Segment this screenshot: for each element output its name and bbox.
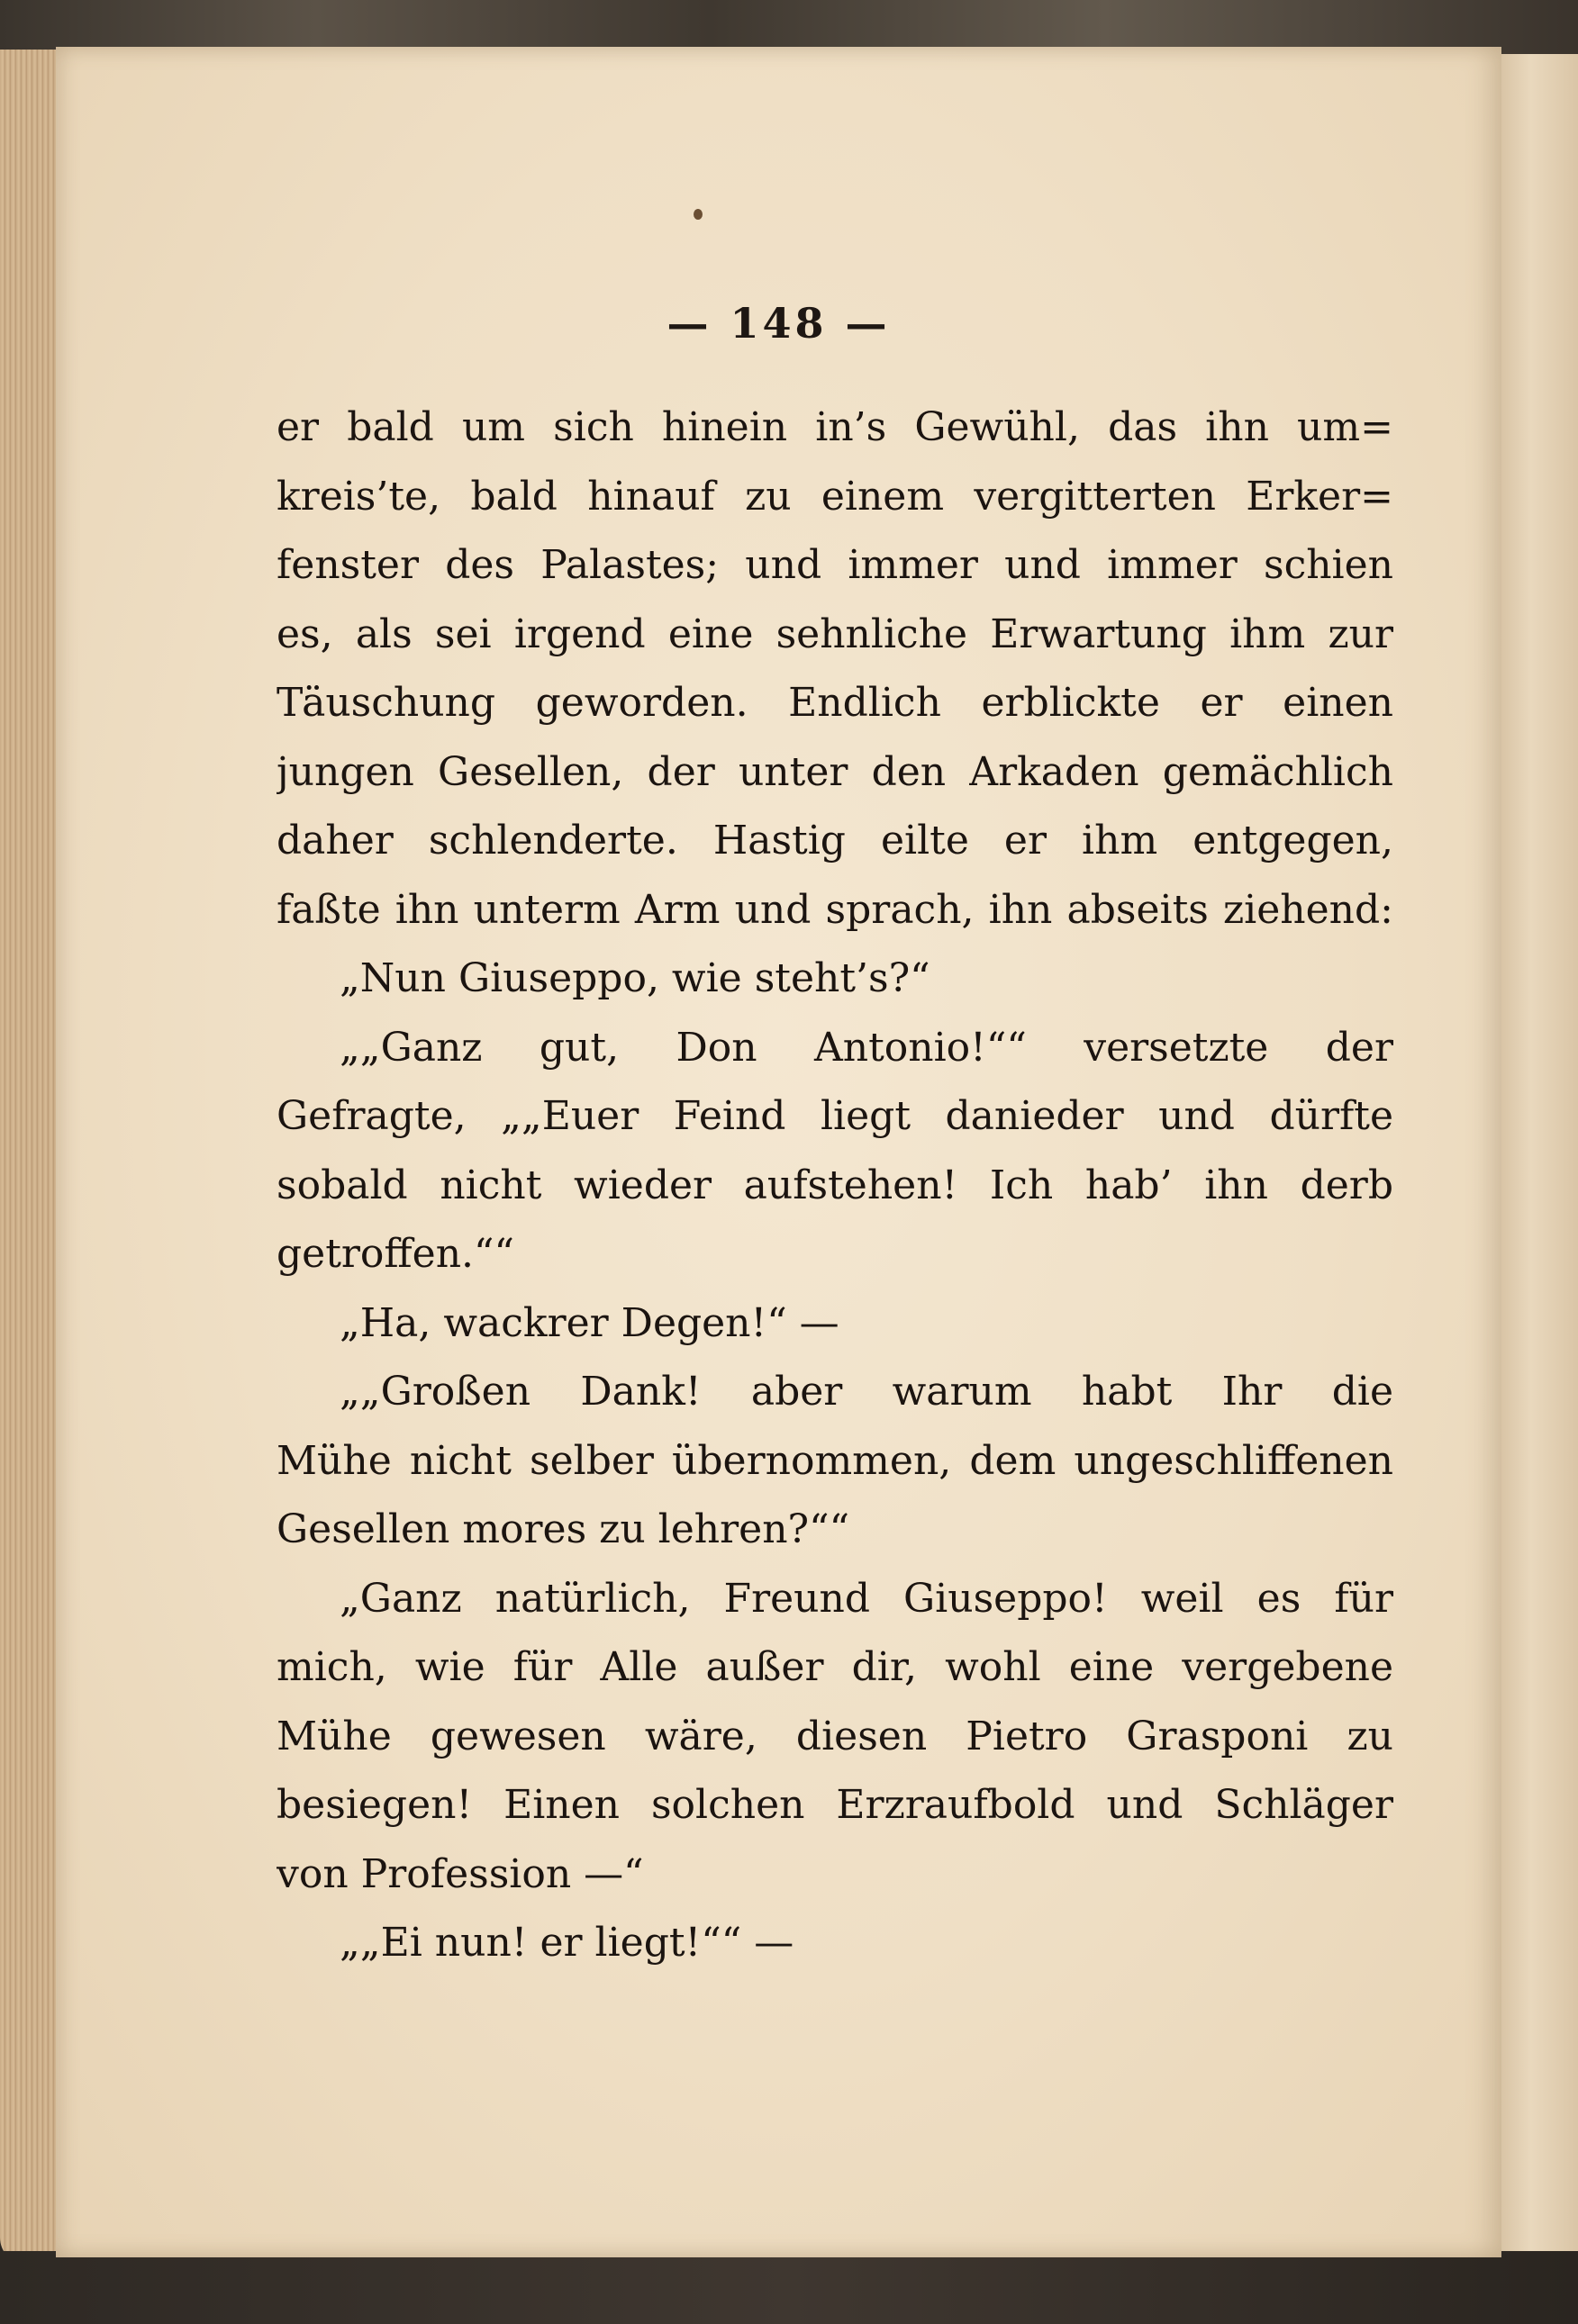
- text-line: „Ha, wackrer Degen!“ —: [340, 1299, 839, 1346]
- text-line: mich, wie für Alle außer dir, wohl eine vergebene: [277, 1644, 1393, 1690]
- text-line: Mühe gewesen wäre, diesen Pietro Grasponi zu: [277, 1713, 1393, 1759]
- text-line: Gesellen mores zu lehren?““: [277, 1506, 850, 1552]
- book-cover-bottom: [0, 2251, 1578, 2324]
- text-line: von Profession —“: [277, 1850, 644, 1897]
- text-line: „„Großen Dank! aber warum habt Ihr die: [340, 1369, 1393, 1415]
- book-page: [56, 47, 1501, 2257]
- text-line: „„Ganz gut, Don Antonio!““ versetzte der: [340, 1024, 1393, 1071]
- ink-speck: [694, 209, 703, 220]
- text-line: faßte ihn unterm Arm und sprach, ihn abseits ziehend:: [277, 886, 1393, 933]
- page-number-header: — 148 —: [667, 299, 891, 348]
- text-line: Mühe nicht selber übernommen, dem ungeschliffenen: [277, 1437, 1393, 1484]
- body-text: [277, 393, 1393, 1978]
- text-line: jungen Gesellen, der unter den Arkaden gemächlich: [277, 748, 1393, 795]
- text-line: „Nun Giuseppo, wie steht’s?“: [340, 955, 930, 1001]
- text-line: Täuschung geworden. Endlich erblickte er einen: [277, 680, 1393, 726]
- text-line: „„Ei nun! er liegt!““ —: [340, 1920, 794, 1966]
- text-line: er bald um sich hinein in’s Gewühl, das ihn um=: [277, 404, 1393, 450]
- text-line: getroffen.““: [277, 1231, 515, 1277]
- text-line: sobald nicht wieder aufstehen! Ich hab’ ihn derb: [277, 1162, 1393, 1208]
- text-line: „Ganz natürlich, Freund Giuseppo! weil es für: [340, 1575, 1393, 1622]
- text-line: es, als sei irgend eine sehnliche Erwartung ihm zur: [277, 610, 1393, 657]
- facing-page-edge: [1495, 54, 1578, 2251]
- text-line: fenster des Palastes; und immer und immer schien: [277, 542, 1393, 588]
- text-line: daher schlenderte. Hastig eilte er ihm entgegen,: [277, 818, 1393, 864]
- text-line: besiegen! Einen solchen Erzraufbold und Schläger: [277, 1782, 1393, 1828]
- text-line: kreis’te, bald hinauf zu einem vergitterten Erker=: [277, 473, 1393, 520]
- text-line: Gefragte, „„Euer Feind liegt danieder und dürfte: [277, 1093, 1393, 1139]
